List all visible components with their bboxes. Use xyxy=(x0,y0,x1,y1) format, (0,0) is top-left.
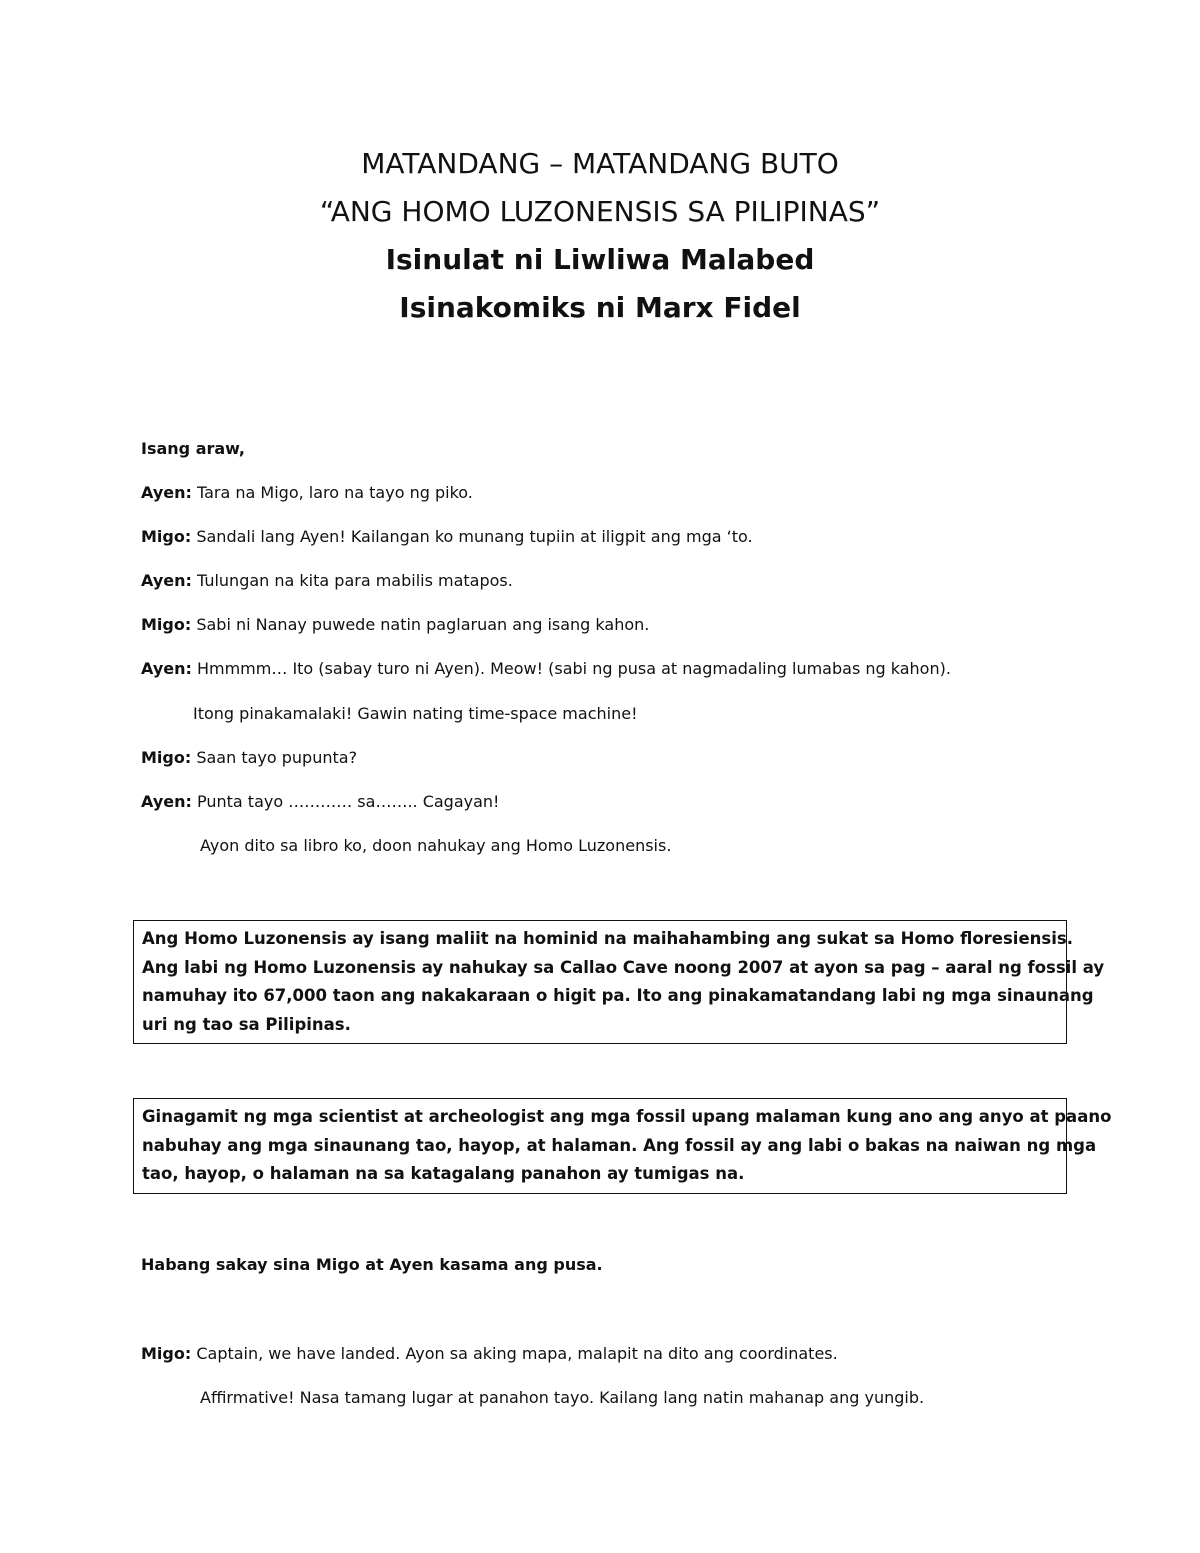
dialogue-line xyxy=(141,526,753,548)
dialogue-line xyxy=(141,614,649,636)
dialogue-text: Hmmmm… Ito (sabay turo ni Ayen). Meow! (sabi ng pusa at nagmadaling lumabas ng kahon). xyxy=(191,659,951,678)
dialogue-line xyxy=(141,570,513,592)
speaker-label: Migo: xyxy=(141,527,192,546)
info-box-fossil xyxy=(133,1098,1112,1194)
dialogue-continuation: Itong pinakamalaki! Gawin nating time-space machine! xyxy=(193,704,638,723)
dialogue-line xyxy=(141,658,951,680)
title-line-2: “ANG HOMO LUZONENSIS SA PILIPINAS” xyxy=(319,195,881,228)
dialogue-line xyxy=(141,1343,838,1365)
dialogue-text: Sabi ni Nanay puwede natin paglaruan ang isang kahon. xyxy=(191,615,650,634)
dialogue-line xyxy=(141,791,499,813)
dialogue-line xyxy=(141,747,357,769)
dialogue-text: Punta tayo ………… sa…….. Cagayan! xyxy=(191,792,500,811)
dialogue-text: Captain, we have landed. Ayon sa aking mapa, malapit na dito ang coordinates. xyxy=(191,1344,838,1363)
dialogue-text: Sandali lang Ayen! Kailangan ko munang tupiin at iligpit ang mga ‘to. xyxy=(191,527,753,546)
speaker-label: Ayen: xyxy=(141,483,192,502)
info-box-line: namuhay ito 67,000 taon ang nakakaraan o higit pa. Ito ang pinakamatandang labi ng mga sinaunang xyxy=(142,986,1094,1005)
dialogue-text: Saan tayo pupunta? xyxy=(191,748,358,767)
title-line-1: MATANDANG – MATANDANG BUTO xyxy=(361,147,839,180)
illustrator-line: Isinakomiks ni Marx Fidel xyxy=(399,291,801,324)
speaker-label: Ayen: xyxy=(141,571,192,590)
speaker-label: Migo: xyxy=(141,748,192,767)
info-box-line: nabuhay ang mga sinaunang tao, hayop, at halaman. Ang fossil ay ang labi o bakas na naiwan ng mga xyxy=(142,1135,1097,1155)
dialogue-continuation: Affirmative! Nasa tamang lugar at panahon tayo. Kailang lang natin mahanap ang yungib. xyxy=(200,1388,925,1407)
speaker-label: Migo: xyxy=(141,615,192,634)
speaker-label: Ayen: xyxy=(141,792,192,811)
info-box-line: tao, hayop, o halaman na sa katagalang panahon ay tumigas na. xyxy=(142,1164,745,1183)
document-title xyxy=(0,140,1200,332)
opening-line: Isang araw, xyxy=(141,439,246,458)
info-box-line: uri ng tao sa Pilipinas. xyxy=(142,1014,351,1034)
dialogue-continuation: Ayon dito sa libro ko, doon nahukay ang Homo Luzonensis. xyxy=(200,836,672,855)
speaker-label: Migo: xyxy=(141,1344,192,1363)
dialogue-line xyxy=(141,482,473,504)
author-line: Isinulat ni Liwliwa Malabed xyxy=(385,243,815,276)
info-box-homo-luzonensis xyxy=(133,920,1105,1044)
info-box-line: Ang Homo Luzonensis ay isang maliit na hominid na maihahambing ang sukat sa Homo floresiensis. xyxy=(142,929,1073,948)
speaker-label: Ayen: xyxy=(141,659,192,678)
dialogue-text: Tulungan na kita para mabilis matapos. xyxy=(191,571,513,590)
info-box-line: Ang labi ng Homo Luzonensis ay nahukay sa Callao Cave noong 2007 at ayon sa pag – aaral ng fossil ay xyxy=(142,957,1105,977)
info-box-line: Ginagamit ng mga scientist at archeologist ang mga fossil upang malaman kung ano ang anyo at paano xyxy=(142,1107,1112,1126)
dialogue-text: Tara na Migo, laro na tayo ng piko. xyxy=(191,483,473,502)
scene-description: Habang sakay sina Migo at Ayen kasama ang pusa. xyxy=(141,1255,603,1274)
